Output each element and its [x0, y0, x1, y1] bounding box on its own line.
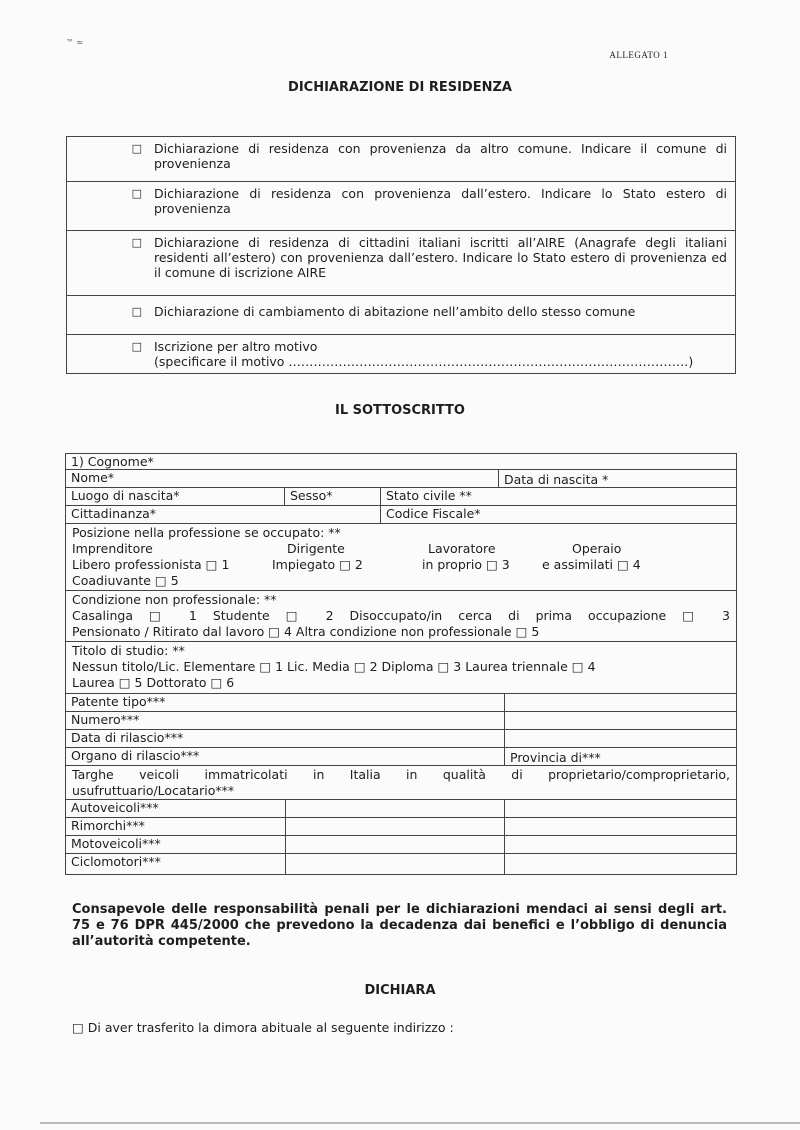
option-label: Dichiarazione di residenza con provenienza da altro comune. Indicare il comune di provenienza — [154, 137, 736, 182]
checkbox[interactable]: □ — [67, 296, 155, 335]
consapevole-statement: Consapevole delle responsabilità penali per le dichiarazioni mendaci ai sensi degli art. 75 e 76 DPR 445/2000 che prevedono la decadenza dai benefici e l’obbligo di denuncia all’autorità competente. — [72, 902, 727, 949]
ciclomotori-field[interactable]: Ciclomotori*** — [71, 854, 161, 869]
option-label — [154, 335, 736, 374]
condizione-heading: Condizione non professionale: ** — [72, 592, 277, 607]
studio-line1[interactable]: Nessun titolo/Lic. Elementare □ 1 Lic. Media □ 2 Diploma □ 3 Laurea triennale □ 4 — [72, 659, 596, 674]
data-rilascio-field[interactable]: Data di rilascio*** — [71, 730, 184, 745]
cittadinanza-field[interactable]: Cittadinanza* — [71, 506, 157, 521]
data-rilascio-value[interactable] — [504, 730, 736, 747]
prof-option-libero[interactable]: Libero professionista □ 1 — [72, 557, 230, 572]
prof-option-in-proprio[interactable]: in proprio □ 3 — [422, 557, 510, 572]
luogo-nascita-field[interactable]: Luogo di nascita* — [71, 488, 180, 503]
professione-line2 — [72, 557, 730, 573]
dimora-option[interactable]: □ Di aver trasferito la dimora abituale al seguente indirizzo : — [72, 1020, 454, 1035]
condizione-line2[interactable]: Pensionato / Ritirato dal lavoro □ 4 Altra condizione non professionale □ 5 — [72, 624, 540, 639]
motoveicoli-value-2[interactable] — [504, 836, 736, 853]
residence-options-table — [66, 136, 736, 374]
option-label: Dichiarazione di cambiamento di abitazione nell’ambito dello stesso comune — [154, 296, 736, 335]
motoveicoli-value-1[interactable] — [285, 836, 504, 853]
option-label: Dichiarazione di residenza con provenienza dall’estero. Indicare lo Stato estero di provenienza — [154, 182, 736, 231]
autoveicoli-field[interactable]: Autoveicoli*** — [71, 800, 159, 815]
rimorchi-field[interactable]: Rimorchi*** — [71, 818, 145, 833]
option-row-aire[interactable] — [67, 231, 736, 296]
patente-tipo-field[interactable]: Patente tipo*** — [71, 694, 166, 709]
motoveicoli-field[interactable]: Motoveicoli*** — [71, 836, 161, 851]
targhe-label: Targhe veicoli immatricolati in Italia in qualità di proprietario/comproprietario, usufruttuario/Locatario*** — [72, 767, 730, 798]
option-row-altro-comune[interactable] — [67, 137, 736, 182]
codice-fiscale-field[interactable]: Codice Fiscale* — [380, 506, 736, 523]
section-title-dichiara: DICHIARA — [364, 983, 436, 998]
condizione-section — [66, 591, 736, 641]
personal-data-form — [65, 453, 737, 875]
cognome-field[interactable]: 1) Cognome* — [71, 454, 154, 469]
checkbox[interactable]: □ — [67, 137, 155, 182]
motivo-field[interactable]: (specificare il motivo ……………………………………………………………………………………) — [154, 354, 694, 369]
page-title: DICHIARAZIONE DI RESIDENZA — [288, 80, 512, 95]
prof-label-imprenditore: Imprenditore — [72, 541, 153, 556]
patente-tipo-value[interactable] — [504, 694, 736, 711]
rimorchi-value-2[interactable] — [504, 818, 736, 835]
data-nascita-field[interactable]: Data di nascita * — [498, 470, 736, 487]
prof-label-operaio: Operaio — [572, 541, 622, 556]
section-title-sottoscritto: IL SOTTOSCRITTO — [335, 403, 465, 418]
organo-rilascio-field[interactable]: Organo di rilascio*** — [71, 748, 200, 763]
professione-line1 — [72, 541, 730, 557]
option-label-line1: Iscrizione per altro motivo — [154, 339, 318, 354]
provincia-field[interactable]: Provincia di*** — [504, 748, 736, 765]
studio-line2[interactable]: Laurea □ 5 Dottorato □ 6 — [72, 675, 235, 690]
rimorchi-value-1[interactable] — [285, 818, 504, 835]
professione-section — [66, 524, 736, 590]
option-row-estero[interactable] — [67, 182, 736, 231]
option-label: Dichiarazione di residenza di cittadini italiani iscritti all’AIRE (Anagrafe degli italiani residenti all’estero) con provenienza dall’estero. Indicare lo Stato estero di provenienza ed il comune di iscrizione AIRE — [154, 231, 736, 296]
prof-option-impiegato[interactable]: Impiegato □ 2 — [272, 557, 363, 572]
checkbox[interactable]: □ — [67, 231, 155, 296]
stato-civile-field[interactable]: Stato civile ** — [380, 488, 736, 505]
checkbox[interactable]: □ — [67, 335, 155, 374]
numero-field[interactable]: Numero*** — [71, 712, 140, 727]
professione-heading: Posizione nella professione se occupato: ** — [72, 525, 341, 540]
autoveicoli-value-2[interactable] — [504, 800, 736, 817]
option-row-stesso-comune[interactable] — [67, 296, 736, 335]
condizione-line1[interactable]: Casalinga □ 1 Studente □ 2 Disoccupato/in cerca di prima occupazione □ 3 — [72, 608, 730, 623]
scan-mark: ™ ≈ — [66, 38, 84, 47]
autoveicoli-value-1[interactable] — [285, 800, 504, 817]
nome-field[interactable]: Nome* — [71, 470, 115, 485]
studio-heading: Titolo di studio: ** — [72, 643, 185, 658]
prof-option-coadiuvante[interactable]: Coadiuvante □ 5 — [72, 573, 179, 588]
prof-label-lavoratore: Lavoratore — [428, 541, 496, 556]
sesso-field[interactable]: Sesso* — [284, 488, 380, 505]
prof-option-assimilati[interactable]: e assimilati □ 4 — [542, 557, 641, 572]
ciclomotori-value-1[interactable] — [285, 854, 504, 874]
allegato-label: ALLEGATO 1 — [609, 50, 668, 60]
studio-section — [66, 642, 736, 693]
prof-label-dirigente: Dirigente — [287, 541, 345, 556]
ciclomotori-value-2[interactable] — [504, 854, 736, 874]
checkbox[interactable]: □ — [67, 182, 155, 231]
numero-value[interactable] — [504, 712, 736, 729]
scan-edge-line — [40, 1122, 800, 1124]
option-row-altro-motivo[interactable] — [67, 335, 736, 374]
